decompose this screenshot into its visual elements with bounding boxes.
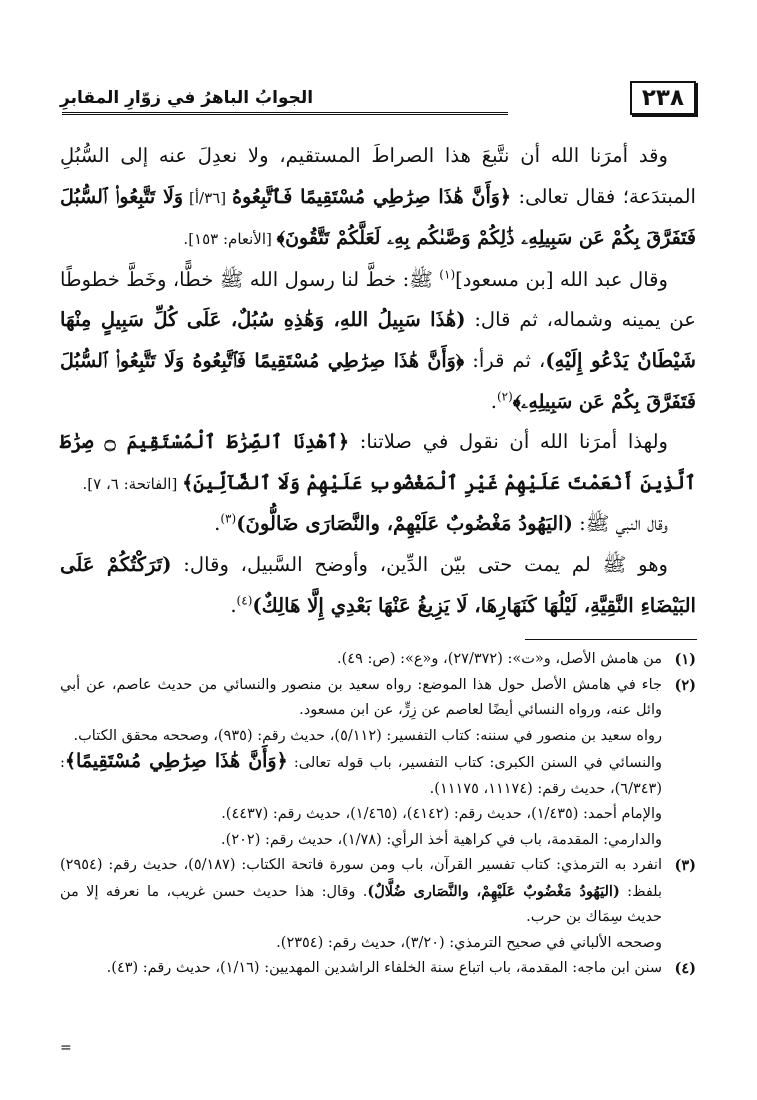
- footnote-text: والإمام أحمد: (١/٤٣٥)، حديث رقم: (٤١٤٢)، (١/٤٦٥)، حديث رقم: (٤٤٣٧).: [221, 806, 662, 822]
- footnote-number: (١): [674, 651, 696, 668]
- text: .: [490, 389, 497, 413]
- page-header: [60, 80, 696, 116]
- text: وهو ﷺ لم يمت حتى بيّن الدِّين، وأوضح السَّبيل، وقال:: [171, 552, 668, 576]
- running-title: الجوابُ الباهرُ في زوّارِ المقابرِ: [60, 88, 314, 108]
- footnote-text: [60, 749, 662, 802]
- main-text: [60, 136, 696, 626]
- hadith-quote: (هَٰذَا سَبِيلُ اللهِ، وَهَٰذِهِ سُبُلٌ، عَلَى كُلِّ سَبِيلٍ مِنْهَا شَيْطَانٌ يَدْعُو إِلَيْهِ): [60, 308, 697, 372]
- text: وقال عبد الله [بن مسعود]: [455, 267, 668, 291]
- quran-citation: [الأنعام: ١٥٣].: [183, 230, 277, 249]
- hadith-quote: (تَرَكْتُكُمْ عَلَى البَيْضَاءِ النَّقِيَّةِ، لَيْلُهَا كَنَهَارِهَا، لَا يَزِيغُ عَنْهَا بَعْدِي إِلَّا هَالِكٌ): [60, 552, 696, 617]
- footnote-text: [60, 853, 662, 931]
- quran-quote: ﴿وَأَنَّ هَٰذَا صِرَٰطِي مُسْتَقِيمًا﴾: [64, 750, 288, 772]
- paragraph-3: [60, 422, 696, 504]
- text: . وقال: هذا حديث حسن غريب، ما نعرفه إلا من حديث سِمَاك بن حرب.: [60, 883, 662, 925]
- paragraph-4: [60, 504, 696, 545]
- hadith-quote: (اليَهُودُ مَغْضُوبٌ عَلَيْهِمْ، والنَّصَارَى ضَالُّونَ): [236, 512, 573, 536]
- text: انفرد به الترمذي: كتاب تفسير القرآن، باب ومن سورة فاتحة الكتاب: (٥/١٨٧)، حديث رقم: (٢٩٥٤) بلفظ:: [60, 857, 663, 900]
- footnote-number: (٤): [674, 960, 696, 977]
- text: .: [230, 593, 237, 617]
- text: : (٦/٣٤٣)، حديث رقم: (١١١٧٤، ١١١٧٥).: [60, 755, 662, 797]
- quran-citation: [الفاتحة: ٦، ٧].: [82, 474, 183, 493]
- page-number: ٢٣٨: [630, 81, 696, 115]
- text: وقد أمرَنا الله أن نتَّبعَ هذا الصراطَ المستقيم، ولا نعدِلَ عنه إلى السُّبُلِ المبتدَعة؛ فقال تعالى:: [60, 144, 697, 208]
- manuscript-ref: [٣٦/أ]: [183, 188, 233, 207]
- footnote-text: والدارمي: المقدمة، باب في كراهية أخذ الرأي: (١/٧٨)، حديث رقم: (٢٠٢).: [221, 831, 662, 848]
- footnotes: [60, 647, 696, 982]
- footnote-ref[interactable]: (٣): [220, 511, 237, 526]
- footnote-ref[interactable]: (١): [439, 267, 456, 282]
- continuation-mark: =: [60, 1040, 72, 1056]
- footnote-2: [60, 673, 696, 854]
- footnote-4: [60, 956, 696, 982]
- footnote-1: [60, 647, 696, 673]
- text: وقال النبي ﷺ:: [572, 512, 668, 536]
- text: ﷺ: خطَّ لنا رسول الله ﷺ خطًّا، وخَطَّ خطوطًا عن يمينه وشماله، ثم قال:: [60, 267, 696, 332]
- footnote-ref[interactable]: (٢): [496, 389, 513, 404]
- footnote-separator: [525, 639, 697, 640]
- footnote-text: رواه سعيد بن منصور في سننه: كتاب التفسير: (٥/١١٢)، حديث رقم: (٩٣٥)، وصححه محقق الكتاب.: [73, 727, 662, 744]
- footnote-number: (٣): [674, 857, 696, 874]
- text: ، ثم قرأ:: [464, 348, 546, 372]
- footnote-text: جاء في هامش الأصل حول هذا الموضع: رواه سعيد بن منصور والنسائي من حديث عاصم، عن أبي وائل عنه، ورواه النسائي أيضًا لعاصم عن زِرٍّ، عن ابن مسعود.: [60, 676, 662, 718]
- quran-quote: ﴿وَأَنَّ هَٰذَا صِرَٰطِي مُسْتَقِيمًا فَٱتَّبِعُوهُ وَلَا تَتَّبِعُوا۟ ٱلسُّبُلَ فَتَفَرَّقَ بِكُمْ عَن سَبِيلِهِۦ﴾: [60, 349, 696, 413]
- paragraph-5: [60, 545, 696, 626]
- footnote-ref[interactable]: (٤): [236, 593, 253, 607]
- quran-quote: ﴿وَأَنَّ هَٰذَا صِرَٰطِي مُسْتَقِيمًا فَٱتَّبِعُوهُ: [232, 185, 512, 208]
- footnote-text: من هامش الأصل، و«ت»: (٢٧/٣٧٢)، و«ع»: (ص: ٤٩).: [337, 651, 662, 667]
- header-rule: [62, 112, 508, 115]
- text: .: [214, 512, 221, 536]
- footnote-text: سنن ابن ماجه: المقدمة، باب اتباع سنة الخلفاء الراشدين المهديين: (١/١٦)، حديث رقم: (٤٣).: [106, 960, 662, 976]
- quran-quote: ﴿ٱهْدِنَا ٱلصِّرَٰطَ ٱلْمُسْتَقِيمَ ۝ صِرَٰطَ ٱلَّذِينَ أَنْعَمْتَ عَلَيْهِمْ غَيْرِ ٱلْمَغْضُوبِ عَلَيْهِمْ وَلَا ٱلضَّآلِّينَ﴾: [60, 431, 696, 494]
- text: والنسائي في السنن الكبرى: كتاب التفسير، باب قوله تعالى:: [287, 755, 662, 771]
- paragraph-2: [60, 260, 696, 422]
- paragraph-1: [60, 136, 696, 260]
- text: ولهذا أمرَنا الله أن نقول في صلاتنا:: [349, 430, 669, 454]
- hadith-quote: (اليَهُودُ مَغْضُوبٌ عَلَيْهِمْ، والنَّصَارى ضُلَّالٌ): [367, 882, 620, 900]
- footnote-3: [60, 853, 696, 956]
- footnote-text: وصححه الألباني في صحيح الترمذي: (٣/٢٠)، حديث رقم: (٢٣٥٤).: [276, 934, 662, 951]
- footnote-number: (٢): [674, 676, 696, 694]
- quran-quote: وَلَا تَتَّبِعُوا۟ ٱلسُّبُلَ فَتَفَرَّقَ بِكُمْ عَن سَبِيلِهِۦ ذَٰلِكُمْ وَصَّىٰكُم بِهِۦ لَعَلَّكُمْ تَتَّقُونَ﴾: [60, 185, 696, 250]
